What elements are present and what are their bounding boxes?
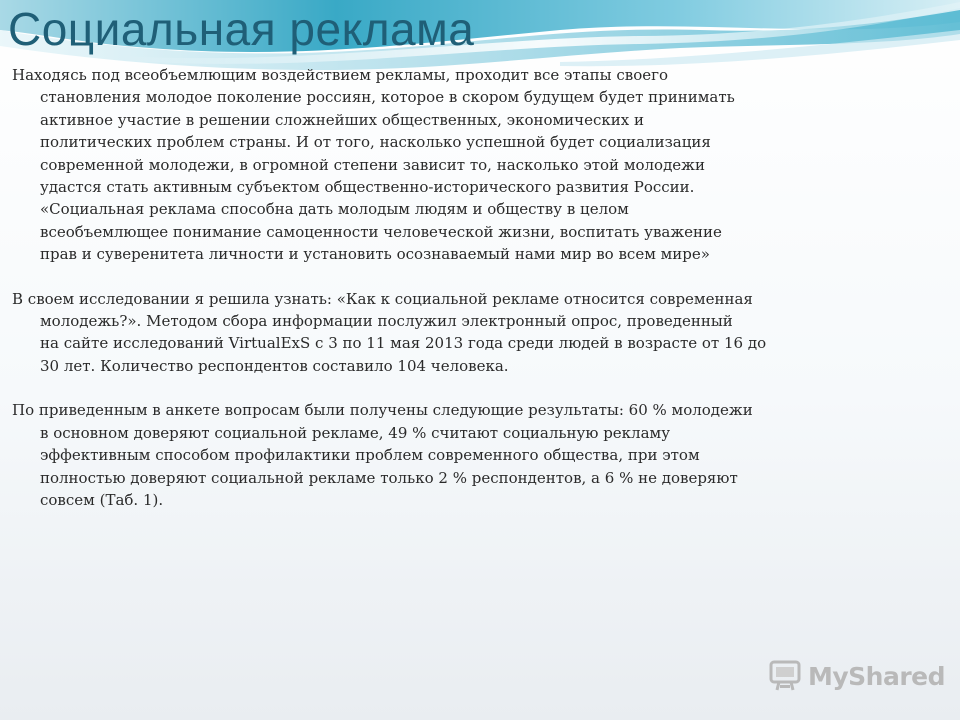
text-line: на сайте исследований VirtualExS с 3 по 11 мая 2013 года среди людей в возрасте от 16 до <box>40 334 767 353</box>
text-line: В своем исследовании я решила узнать: «Как к социальной рекламе относится современная <box>12 289 753 308</box>
text-line: 30 лет. Количество респондентов составило 104 человека. <box>40 356 509 375</box>
text-line: Находясь под всеобъемлющим воздействием рекламы, проходит все этапы своего <box>12 66 669 84</box>
text-line: совсем (Таб. 1). <box>40 490 164 509</box>
text-line: «Социальная реклама способна дать молодым людям и обществу в целом <box>40 200 629 219</box>
text-line: эффективным способом профилактики проблем современного общества, при этом <box>40 446 700 465</box>
text-line: По приведенным в анкете вопросам были получены следующие результаты: 60 % молодежи <box>12 401 753 420</box>
paragraph-results <box>12 399 812 511</box>
slide-body <box>12 64 812 533</box>
text-line: удастся стать активным субъектом общественно-исторического развития России. <box>40 178 695 197</box>
watermark-text: MyShared <box>808 661 946 691</box>
text-line: всеобъемлющее понимание самоценности человеческой жизни, воспитать уважение <box>40 222 722 241</box>
text-line: молодежь?». Методом сбора информации послужил электронный опрос, проведенный <box>40 312 733 331</box>
text-line: полностью доверяют социальной рекламе только 2 % респондентов, а 6 % не доверяют <box>40 468 738 487</box>
text-line: политических проблем страны. И от того, насколько успешной будет социализация <box>40 133 711 152</box>
myshared-logo-icon <box>768 659 802 693</box>
text-line: в основном доверяют социальной рекламе, 49 % считают социальную рекламу <box>40 423 671 442</box>
myshared-watermark <box>768 656 945 696</box>
paragraph-intro <box>12 64 812 266</box>
text-line: прав и суверенитета личности и установить осознаваемый нами мир во всем мире» <box>40 245 710 264</box>
text-line: активное участие в решении сложнейших общественных, экономических и <box>40 110 644 129</box>
slide-title: Социальная реклама <box>8 3 475 55</box>
text-line: становления молодое поколение россиян, которое в скором будущем будет принимать <box>40 88 735 107</box>
text-line: современной молодежи, в огромной степени зависит то, насколько этой молодежи <box>40 155 705 174</box>
paragraph-method <box>12 288 812 378</box>
